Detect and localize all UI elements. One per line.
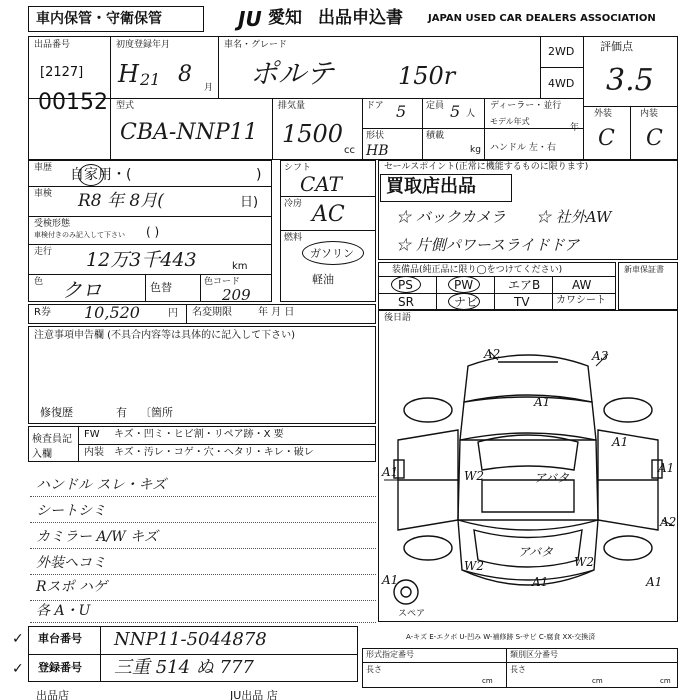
mileage-unit: km bbox=[232, 261, 248, 272]
dealer-label: ディーラー・並行 bbox=[490, 101, 562, 111]
pw-circle bbox=[448, 276, 480, 293]
shape-label: 形状 bbox=[366, 131, 385, 141]
deadline-value: 年 月 日 bbox=[258, 307, 295, 318]
int-marks: キズ・汚レ・コゲ・穴・ヘタリ・キレ・破レ bbox=[114, 447, 314, 458]
doors-label: ドア bbox=[366, 101, 384, 111]
deadline-label: 名変期限 bbox=[192, 307, 232, 318]
sales-point-2: ☆ 社外AW bbox=[536, 208, 612, 226]
car-damage-diagram bbox=[378, 330, 678, 630]
color-code-label: 色コード bbox=[204, 277, 241, 287]
recycle-label: 受検形態 bbox=[34, 219, 71, 229]
ac-label: 冷房 bbox=[284, 199, 303, 209]
lot-label: 出品番号 bbox=[34, 40, 71, 50]
mark-w2-rear: W2 bbox=[464, 559, 484, 573]
mark-a1-hood: A1 bbox=[534, 395, 551, 409]
mileage-label: 走行 bbox=[34, 247, 53, 257]
mark-a2-right: A2 bbox=[660, 515, 677, 529]
equip-navi: ナビ bbox=[454, 295, 479, 309]
displacement-unit: cc bbox=[344, 145, 355, 156]
mileage-value: 12万3千443 bbox=[86, 249, 197, 271]
inspection-close: 日) bbox=[240, 195, 259, 210]
int-label: 内装 bbox=[84, 447, 104, 458]
dim-2: cm bbox=[592, 677, 603, 685]
drive-4wd: 4WD bbox=[548, 77, 575, 90]
doors-value: 5 bbox=[396, 102, 407, 121]
note-line-3: カミラー A/W キズ bbox=[36, 529, 158, 545]
chassis-label: 車台番号 bbox=[38, 632, 82, 645]
model-name: ポルテ bbox=[250, 57, 335, 90]
warranty-label: 新車保証書 bbox=[624, 265, 664, 274]
rken-unit: 円 bbox=[168, 308, 178, 319]
equip-tv: TV bbox=[514, 295, 530, 309]
equip-leather: カワシート bbox=[556, 295, 606, 306]
history-close: ) bbox=[256, 167, 262, 183]
mark-w2-rear-right: W2 bbox=[574, 555, 594, 569]
inspection-value: R8 年 8月( bbox=[78, 191, 164, 211]
note-line-4: 外装ヘコミ bbox=[36, 555, 106, 571]
payload-label: 積載 bbox=[426, 131, 445, 141]
spec-right-label: 類別区分番号 bbox=[510, 650, 558, 659]
mark-a1-front-right: A1 bbox=[612, 435, 629, 449]
rear-label: 後日語 bbox=[384, 313, 412, 323]
mark-a3-top: A3 bbox=[592, 349, 609, 363]
spec-left-label: 形式指定番号 bbox=[366, 650, 414, 659]
color-label: 色 bbox=[34, 277, 44, 287]
navi-circle bbox=[448, 293, 480, 310]
dim-3: cm bbox=[660, 677, 671, 685]
mark-a1-rear-right: A1 bbox=[646, 575, 663, 589]
handle-label: ハンドル 左・右 bbox=[490, 143, 556, 153]
first-reg-month-unit: 月 bbox=[204, 83, 214, 93]
model-grade: 150r bbox=[398, 62, 456, 90]
color-code: 209 bbox=[222, 286, 251, 304]
cutoff-right: JU出品 店 bbox=[230, 689, 278, 700]
history-value: 自家用・( bbox=[70, 167, 132, 183]
equip-airbag: エアB bbox=[508, 278, 541, 292]
inspector-label: 検査員記入欄 bbox=[32, 434, 72, 460]
equip-ps: PS bbox=[398, 278, 413, 292]
chassis-value: NNP11-5044878 bbox=[114, 629, 267, 650]
sales-point-3: ☆ 片側パワースライドドア bbox=[396, 236, 580, 254]
spec-right-sub: 長さ bbox=[510, 665, 526, 674]
shift-label: シフト bbox=[284, 163, 312, 173]
interior-label: 内装 bbox=[640, 109, 659, 119]
note-line-2: シートシミ bbox=[36, 503, 106, 519]
shape-value: HB bbox=[366, 143, 389, 159]
fuel-label: 燃料 bbox=[284, 233, 303, 243]
capacity-unit: 人 bbox=[466, 109, 476, 119]
model-label: 車名・グレード bbox=[224, 40, 288, 50]
lot-number: 00152 bbox=[38, 90, 108, 115]
region-label: 愛知 bbox=[268, 8, 302, 28]
fw-label: FW bbox=[84, 429, 100, 440]
history-label: 車歴 bbox=[34, 163, 53, 173]
first-reg-month: 8 bbox=[178, 62, 192, 87]
mark-w2-left: W2 bbox=[464, 469, 484, 483]
mark-a1-rear-left: A1 bbox=[382, 573, 399, 587]
displacement-label: 排気量 bbox=[278, 101, 306, 111]
check-mark-2: ✓ bbox=[12, 661, 24, 677]
ps-circle bbox=[391, 276, 421, 293]
dim-1: cm bbox=[482, 677, 493, 685]
first-reg-year: 21 bbox=[140, 70, 161, 89]
shift-value: CAT bbox=[300, 172, 342, 196]
note-line-6: 各 A・U bbox=[36, 603, 91, 619]
exterior-label: 外装 bbox=[594, 109, 613, 119]
color-value: クロ bbox=[62, 278, 102, 302]
model-year-unit: 年 bbox=[570, 123, 580, 133]
cutoff-left: 出品店 bbox=[36, 689, 69, 700]
model-year-label: モデル年式 bbox=[490, 117, 530, 126]
note-line-5: Rスポ ハゲ bbox=[36, 579, 107, 595]
mark-a1-right: A1 bbox=[658, 461, 675, 475]
equip-aw: AW bbox=[572, 278, 592, 292]
history-circle bbox=[78, 164, 104, 186]
recycle-paren: ( ) bbox=[146, 225, 160, 239]
ext-marks: キズ・凹ミ・ヒビ割・リペア跡・X 要 bbox=[114, 429, 284, 440]
capacity-label: 定員 bbox=[426, 101, 445, 111]
lot-session: [2127] bbox=[40, 65, 84, 80]
mark-abata-rear: アバタ bbox=[518, 545, 554, 559]
capacity-value: 5 bbox=[450, 102, 461, 121]
payload-unit: kg bbox=[470, 145, 481, 155]
registration-value: 三重 514 ぬ 777 bbox=[114, 657, 254, 678]
interior-grade: C bbox=[646, 126, 663, 151]
fuel-gas: ガソリン bbox=[310, 247, 354, 260]
first-reg-label: 初度登録年月 bbox=[116, 40, 171, 50]
exterior-grade: C bbox=[598, 126, 615, 151]
drive-2wd: 2WD bbox=[548, 45, 575, 58]
spec-left-sub: 長さ bbox=[366, 665, 382, 674]
registration-label: 登録番号 bbox=[38, 661, 82, 674]
inspection-label: 車検 bbox=[34, 189, 53, 199]
recycle-note: 車検付きのみ記入して下さい bbox=[34, 231, 125, 239]
check-mark-1: ✓ bbox=[12, 631, 24, 647]
fuel-circle bbox=[302, 241, 364, 265]
rken-label: R券 bbox=[34, 307, 51, 318]
equipment-label: 装備品(純正品に限り◯をつけてください) bbox=[392, 265, 563, 275]
mark-a1-rear: A1 bbox=[532, 575, 549, 589]
color-change-label: 色替 bbox=[150, 281, 172, 294]
equip-pw: PW bbox=[454, 278, 474, 292]
mark-abata-roof: アバタ bbox=[534, 471, 570, 485]
rating-score: 3.5 bbox=[606, 63, 654, 98]
form-title: 出品申込書 bbox=[318, 8, 403, 28]
rating-label: 評価点 bbox=[600, 40, 633, 53]
mark-a2-top: A2 bbox=[484, 347, 501, 361]
displacement-value: 1500 bbox=[282, 120, 344, 148]
note-line-1: ハンドル スレ・キズ bbox=[36, 477, 167, 493]
ju-logo: JU bbox=[238, 7, 262, 31]
rken-value: 10,520 bbox=[84, 303, 140, 322]
spare-label: スペア bbox=[398, 609, 426, 619]
fuel-diesel: 軽油 bbox=[312, 273, 334, 286]
type-code: CBA-NNP11 bbox=[120, 120, 258, 145]
association-name: JAPAN USED CAR DEALERS ASSOCIATION bbox=[428, 13, 656, 24]
equip-sr: SR bbox=[398, 295, 414, 309]
legend-text: A-キズ E-エクボ U-凹み W-補修跡 S-サビ C-腐食 XX-交換済 bbox=[406, 633, 596, 641]
sales-heading: 買取店出品 bbox=[386, 176, 476, 197]
sales-point-1: ☆ バックカメラ bbox=[396, 208, 506, 226]
first-reg-era: H bbox=[118, 60, 139, 88]
type-label: 型式 bbox=[116, 101, 135, 111]
repair-label: 修復歴 bbox=[40, 406, 73, 419]
repair-value: 有 bbox=[116, 406, 127, 419]
storage-label: 車内保管・守衛保管 bbox=[36, 11, 162, 27]
ac-value: AC bbox=[312, 202, 345, 227]
mark-a1-left: A1 bbox=[382, 465, 399, 479]
repair-part: 〔箇所 bbox=[140, 406, 173, 419]
sales-points-label: セールスポイント(正常に機能するものに限ります) bbox=[384, 162, 589, 172]
notes-label: 注意事項申告欄 (不具合内容等は具体的に記入して下さい) bbox=[34, 330, 295, 341]
